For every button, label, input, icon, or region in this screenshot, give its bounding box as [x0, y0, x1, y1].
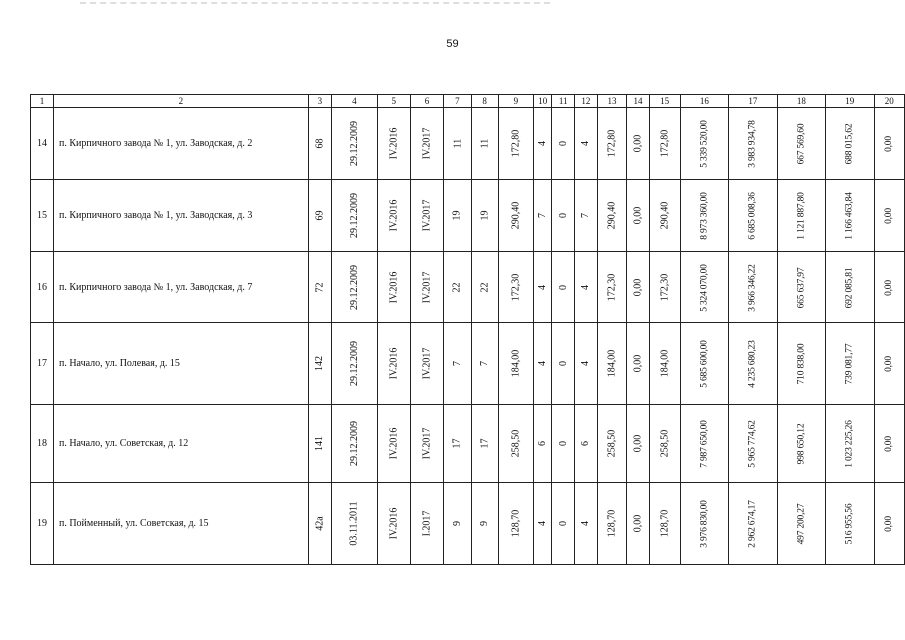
flats-total-cell: [533, 108, 551, 180]
col-header: 20: [874, 95, 904, 108]
area-municipal-value: 0,00: [632, 206, 644, 225]
end-quarter-value: I.2017: [421, 510, 433, 537]
area-municipal-value: 0,00: [632, 434, 644, 453]
cost-local-cell: [826, 180, 874, 252]
area-total-value: 290,40: [510, 201, 522, 230]
object-code-value: 72: [314, 282, 326, 292]
col-header: 16: [680, 95, 728, 108]
area-private-cell: [649, 180, 680, 252]
cost-other-value: 0,00: [884, 279, 895, 296]
cost-total-cell: [680, 180, 728, 252]
cost-other-value: 0,00: [884, 208, 895, 224]
col-header: 2: [53, 95, 308, 108]
address-cell: п. Пойменный, ул. Советская, д. 15: [53, 483, 308, 565]
residents-total-value: 11: [451, 138, 463, 149]
residents-relocated-value: 17: [479, 438, 491, 449]
flats-total-value: 4: [537, 521, 549, 526]
cost-fund-cell: [729, 323, 777, 405]
area-private-value: 172,80: [659, 129, 671, 158]
col-header: 13: [597, 95, 627, 108]
flats-private-value: 4: [580, 284, 592, 290]
cost-other-cell: [874, 180, 904, 252]
cost-region-cell: [777, 180, 825, 252]
flats-private-cell: [575, 108, 598, 180]
date-value: 03.11.2011: [348, 501, 360, 546]
cost-other-cell: [874, 323, 904, 405]
col-header: 19: [826, 95, 874, 108]
area-municipal-cell: [627, 180, 649, 252]
area-private-value: 184,00: [659, 349, 671, 378]
cost-total-cell: [680, 323, 728, 405]
date-value: 29.12.2009: [348, 193, 360, 238]
cost-other-cell: [874, 108, 904, 180]
area-private-cell: [649, 252, 680, 323]
area-private-value: 128,70: [659, 509, 671, 538]
date-cell: [331, 180, 377, 252]
object-code-value: 69: [314, 210, 326, 221]
object-code-value: 42а: [314, 516, 326, 531]
flats-municipal-value: 0: [557, 213, 569, 218]
cost-total-value: 5 324 070,00: [699, 263, 710, 312]
date-cell: [331, 405, 377, 483]
col-header: 17: [729, 95, 777, 108]
cost-total-value: 5 339 520,00: [699, 120, 710, 168]
object-code-value: 142: [314, 356, 326, 371]
row-number-cell: 18: [31, 405, 54, 483]
row-number-cell: 16: [31, 252, 54, 323]
residents-total-value: 19: [451, 210, 463, 221]
col-header: 5: [377, 95, 410, 108]
object-code-cell: [308, 483, 331, 565]
area-relocated-value: 184,00: [606, 349, 618, 378]
col-header: 9: [498, 95, 533, 108]
cost-local-value: 692 085,81: [844, 267, 855, 308]
cost-total-cell: [680, 405, 728, 483]
start-quarter-value: IV.2016: [388, 127, 400, 160]
start-quarter-value: IV.2016: [388, 427, 400, 460]
cost-region-value: 998 650,12: [796, 423, 807, 465]
area-relocated-value: 128,70: [606, 509, 618, 538]
table-row: [31, 108, 905, 180]
cost-region-value: 710 838,00: [796, 343, 807, 385]
object-code-cell: [308, 323, 331, 405]
flats-private-cell: [575, 483, 598, 565]
area-relocated-value: 172,30: [606, 273, 618, 301]
area-total-cell: [498, 323, 533, 405]
col-header: 14: [627, 95, 649, 108]
cost-total-value: 3 976 830,00: [699, 500, 710, 548]
end-quarter-value: IV.2017: [421, 347, 433, 380]
area-municipal-cell: [627, 323, 649, 405]
residents-total-cell: [444, 108, 471, 180]
residents-total-value: 17: [451, 438, 463, 449]
cost-other-cell: [874, 405, 904, 483]
address-cell: п. Начало, ул. Советская, д. 12: [53, 405, 308, 483]
area-total-cell: [498, 108, 533, 180]
col-header: 11: [552, 95, 575, 108]
cost-other-value: 0,00: [884, 436, 895, 452]
flats-total-value: 4: [537, 284, 549, 290]
col-header: 18: [777, 95, 825, 108]
area-relocated-cell: [597, 252, 627, 323]
area-municipal-value: 0,00: [632, 514, 644, 533]
cost-total-cell: [680, 483, 728, 565]
residents-total-value: 22: [451, 282, 463, 292]
start-quarter-cell: [377, 323, 410, 405]
residents-relocated-cell: [471, 108, 498, 180]
area-total-cell: [498, 252, 533, 323]
data-table-wrapper: [30, 94, 905, 565]
cost-other-cell: [874, 252, 904, 323]
start-quarter-cell: [377, 405, 410, 483]
area-relocated-cell: [597, 405, 627, 483]
flats-total-cell: [533, 483, 551, 565]
flats-total-cell: [533, 180, 551, 252]
residents-relocated-cell: [471, 180, 498, 252]
start-quarter-value: IV.2016: [388, 347, 400, 380]
cost-fund-cell: [729, 180, 777, 252]
date-cell: [331, 323, 377, 405]
cost-total-value: 5 685 600,00: [699, 340, 710, 388]
flats-municipal-cell: [552, 108, 575, 180]
object-code-cell: [308, 108, 331, 180]
row-number-cell: 17: [31, 323, 54, 405]
cost-fund-value: 6 685 008,36: [747, 192, 758, 240]
cost-local-cell: [826, 252, 874, 323]
cost-fund-cell: [729, 483, 777, 565]
residents-relocated-value: 7: [479, 361, 491, 366]
area-total-value: 128,70: [510, 509, 522, 538]
flats-municipal-value: 0: [557, 141, 569, 146]
flats-municipal-cell: [552, 405, 575, 483]
end-quarter-cell: [410, 108, 444, 180]
residents-total-value: 9: [451, 521, 463, 526]
residents-relocated-value: 19: [479, 210, 491, 221]
address-cell: п. Начало, ул. Полевая, д. 15: [53, 323, 308, 405]
col-header: 8: [471, 95, 498, 108]
cost-local-value: 1 023 225,26: [844, 420, 855, 468]
area-relocated-cell: [597, 180, 627, 252]
date-cell: [331, 252, 377, 323]
cost-region-cell: [777, 108, 825, 180]
cost-local-cell: [826, 405, 874, 483]
table-row: [31, 405, 905, 483]
cost-local-value: 688 015,62: [844, 123, 855, 165]
area-total-cell: [498, 405, 533, 483]
residents-relocated-cell: [471, 405, 498, 483]
cost-other-value: 0,00: [884, 136, 895, 152]
cost-local-value: 516 955,56: [844, 503, 855, 545]
address-cell: п. Кирпичного завода № 1, ул. Заводская, д. 7: [53, 252, 308, 323]
start-quarter-cell: [377, 252, 410, 323]
cost-region-cell: [777, 405, 825, 483]
area-total-value: 258,50: [510, 429, 522, 458]
flats-private-value: 4: [580, 361, 592, 366]
area-private-value: 290,40: [659, 201, 671, 230]
row-number-cell: 14: [31, 108, 54, 180]
end-quarter-cell: [410, 323, 444, 405]
cost-other-value: 0,00: [884, 516, 895, 532]
area-relocated-value: 290,40: [606, 201, 618, 230]
residents-relocated-cell: [471, 483, 498, 565]
cost-fund-value: 5 965 774,62: [747, 420, 758, 468]
start-quarter-value: IV.2016: [388, 199, 400, 232]
data-table: [30, 94, 905, 565]
cost-local-value: 1 166 463,84: [844, 192, 855, 240]
cost-other-value: 0,00: [884, 356, 895, 372]
cost-fund-cell: [729, 252, 777, 323]
flats-total-value: 7: [537, 213, 549, 218]
area-municipal-value: 0,00: [632, 134, 644, 153]
table-row: [31, 252, 905, 323]
flats-private-cell: [575, 323, 598, 405]
area-relocated-value: 258,50: [606, 429, 618, 458]
cost-fund-cell: [729, 405, 777, 483]
area-private-cell: [649, 108, 680, 180]
start-quarter-cell: [377, 180, 410, 252]
flats-private-cell: [575, 180, 598, 252]
area-municipal-cell: [627, 252, 649, 323]
end-quarter-value: IV.2017: [421, 427, 433, 460]
date-value: 29.12.2009: [348, 264, 360, 310]
date-value: 29.12.2009: [348, 341, 360, 386]
object-code-cell: [308, 252, 331, 323]
area-municipal-cell: [627, 108, 649, 180]
flats-municipal-cell: [552, 252, 575, 323]
area-private-value: 172,30: [659, 273, 671, 301]
flats-municipal-value: 0: [557, 441, 569, 446]
area-municipal-value: 0,00: [632, 278, 644, 296]
end-quarter-cell: [410, 180, 444, 252]
table-row: [31, 323, 905, 405]
area-relocated-cell: [597, 108, 627, 180]
area-private-value: 258,50: [659, 429, 671, 458]
address-cell: п. Кирпичного завода № 1, ул. Заводская, д. 2: [53, 108, 308, 180]
address-cell: п. Кирпичного завода № 1, ул. Заводская, д. 3: [53, 180, 308, 252]
flats-total-cell: [533, 252, 551, 323]
flats-total-cell: [533, 405, 551, 483]
cost-region-value: 497 200,27: [796, 503, 807, 545]
cost-fund-value: 3 966 346,22: [747, 263, 758, 312]
object-code-value: 68: [314, 138, 326, 149]
flats-private-value: 4: [580, 141, 592, 146]
flats-municipal-value: 0: [557, 521, 569, 526]
area-relocated-cell: [597, 323, 627, 405]
page-number: 59: [446, 38, 459, 50]
start-quarter-value: IV.2016: [388, 507, 400, 540]
area-municipal-cell: [627, 405, 649, 483]
start-quarter-cell: [377, 483, 410, 565]
object-code-value: 141: [314, 436, 326, 451]
area-municipal-value: 0,00: [632, 354, 644, 373]
end-quarter-value: IV.2017: [421, 127, 433, 160]
area-private-cell: [649, 323, 680, 405]
cost-total-cell: [680, 108, 728, 180]
cost-fund-value: 2 962 674,17: [747, 500, 758, 548]
flats-private-value: 4: [580, 521, 592, 526]
area-total-value: 184,00: [510, 349, 522, 378]
flats-private-value: 7: [580, 213, 592, 218]
col-header: 7: [444, 95, 471, 108]
date-value: 29.12.2009: [348, 421, 360, 466]
cost-region-value: 667 569,60: [796, 123, 807, 165]
cost-fund-cell: [729, 108, 777, 180]
cost-fund-value: 4 235 680,23: [747, 340, 758, 388]
row-number-cell: 15: [31, 180, 54, 252]
end-quarter-value: IV.2017: [421, 271, 433, 303]
date-cell: [331, 483, 377, 565]
area-relocated-value: 172,80: [606, 129, 618, 158]
cost-local-value: 739 081,77: [844, 343, 855, 385]
cost-total-value: 8 973 360,00: [699, 192, 710, 240]
col-header: 10: [533, 95, 551, 108]
area-total-value: 172,80: [510, 129, 522, 158]
residents-relocated-value: 22: [479, 282, 491, 292]
date-cell: [331, 108, 377, 180]
area-municipal-cell: [627, 483, 649, 565]
end-quarter-value: IV.2017: [421, 199, 433, 232]
col-header: 12: [575, 95, 598, 108]
area-private-cell: [649, 405, 680, 483]
area-total-cell: [498, 483, 533, 565]
col-header: 6: [410, 95, 444, 108]
area-total-value: 172,30: [510, 273, 522, 301]
table-row: [31, 483, 905, 565]
flats-municipal-value: 0: [557, 361, 569, 366]
residents-total-cell: [444, 252, 471, 323]
residents-total-value: 7: [451, 361, 463, 366]
flats-private-cell: [575, 405, 598, 483]
col-header: 4: [331, 95, 377, 108]
residents-relocated-value: 9: [479, 521, 491, 526]
start-quarter-cell: [377, 108, 410, 180]
end-quarter-cell: [410, 405, 444, 483]
area-private-cell: [649, 483, 680, 565]
table-row: [31, 180, 905, 252]
end-quarter-cell: [410, 483, 444, 565]
flats-total-value: 4: [537, 141, 549, 146]
residents-total-cell: [444, 323, 471, 405]
cost-local-cell: [826, 483, 874, 565]
header-row: [31, 95, 905, 108]
flats-total-value: 6: [537, 441, 549, 446]
flats-total-value: 4: [537, 361, 549, 366]
cost-fund-value: 3 983 934,78: [747, 120, 758, 168]
residents-total-cell: [444, 405, 471, 483]
residents-relocated-cell: [471, 323, 498, 405]
flats-municipal-cell: [552, 483, 575, 565]
flats-municipal-cell: [552, 323, 575, 405]
flats-private-value: 6: [580, 441, 592, 446]
row-number-cell: 19: [31, 483, 54, 565]
date-value: 29.12.2009: [348, 121, 360, 166]
cost-local-cell: [826, 323, 874, 405]
cost-region-cell: [777, 323, 825, 405]
start-quarter-value: IV.2016: [388, 271, 400, 303]
residents-relocated-value: 11: [479, 138, 491, 149]
cost-region-cell: [777, 483, 825, 565]
object-code-cell: [308, 180, 331, 252]
flats-private-cell: [575, 252, 598, 323]
area-total-cell: [498, 180, 533, 252]
cost-region-value: 1 121 887,80: [796, 192, 807, 240]
object-code-cell: [308, 405, 331, 483]
scan-artifact: [80, 2, 550, 10]
residents-total-cell: [444, 483, 471, 565]
flats-total-cell: [533, 323, 551, 405]
residents-relocated-cell: [471, 252, 498, 323]
cost-total-cell: [680, 252, 728, 323]
flats-municipal-cell: [552, 180, 575, 252]
col-header: 1: [31, 95, 54, 108]
residents-total-cell: [444, 180, 471, 252]
cost-region-value: 665 637,97: [796, 267, 807, 308]
cost-local-cell: [826, 108, 874, 180]
col-header: 15: [649, 95, 680, 108]
area-relocated-cell: [597, 483, 627, 565]
cost-total-value: 7 987 650,00: [699, 420, 710, 468]
col-header: 3: [308, 95, 331, 108]
flats-municipal-value: 0: [557, 284, 569, 290]
cost-other-cell: [874, 483, 904, 565]
end-quarter-cell: [410, 252, 444, 323]
cost-region-cell: [777, 252, 825, 323]
